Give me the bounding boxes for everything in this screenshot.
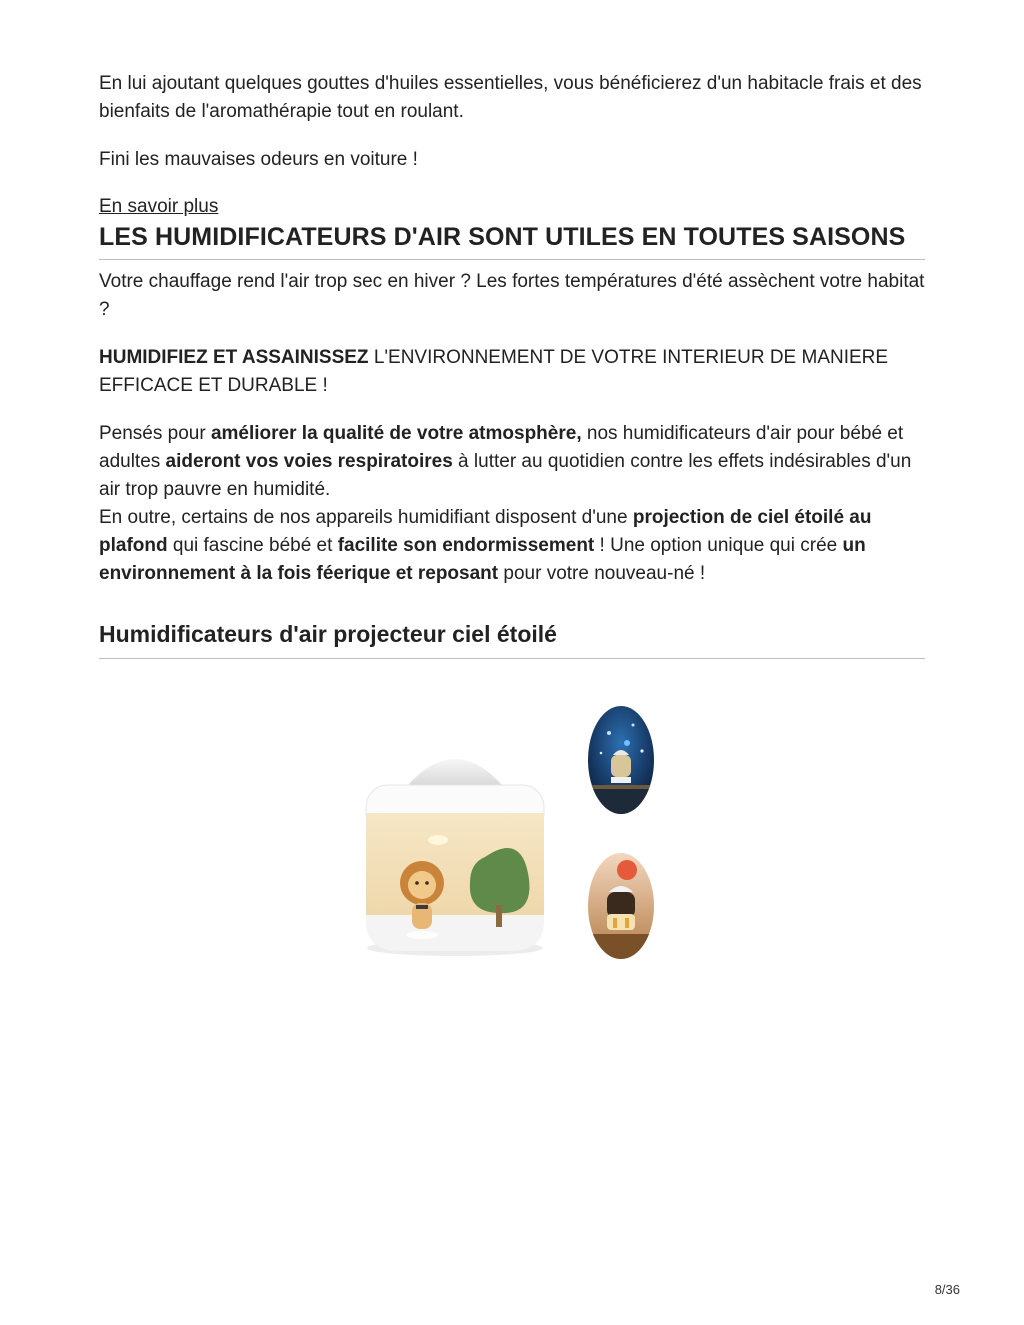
paragraph-humidify [99,344,925,400]
document-body [99,70,925,659]
paragraph-projection [99,504,925,588]
humidifier-main-image[interactable] [360,745,550,960]
bold-span: un environnement à la fois féerique et reposant [99,535,866,584]
paragraph-dry-air: Votre chauffage rend l'air trop sec en hiver ? Les fortes températures d'été assèchent votre habitat ? [99,271,925,320]
read-more-link[interactable]: En savoir plus [99,196,219,217]
bold-span: facilite son endormissement [337,535,595,556]
text-span: ! Une option unique qui crée [594,535,843,556]
text-span: En outre, certains de nos appareils humidifiant disposent d'une [99,507,633,528]
text-span: qui fascine bébé et [167,535,338,556]
text-span: Pensés pour [99,423,211,444]
text-environment: L'ENVIRONNEMENT DE VOTRE INTERIEUR DE MANIERE EFFICACE ET DURABLE ! [99,347,889,396]
text-span: nos humidificateurs d'air pour bébé et adultes [99,423,904,472]
bold-span: améliorer la qualité de votre atmosphère, [210,423,582,444]
humidifier-thumbnail-warm[interactable] [587,852,655,960]
bold-span: aideront vos voies respiratoires [165,451,453,472]
page-number: 8/36 [934,1282,960,1297]
read-more-wrap [99,194,925,220]
section-heading-seasons: LES HUMIDIFICATEURS D'AIR SONT UTILES EN TOUTES SAISONS [99,220,925,260]
text-span: pour votre nouveau-né ! [498,563,706,584]
section-heading-products: Humidificateurs d'air projecteur ciel étoilé [99,618,925,659]
paragraph-quality [99,420,925,504]
intro-paragraph-aromatherapy: En lui ajoutant quelques gouttes d'huiles essentielles, vous bénéficierez d'un habitacle frais et des bienfaits de l'aromathérapie tout en roulant. [99,73,922,122]
bold-humidify: HUMIDIFIEZ ET ASSAINISSEZ [99,347,369,368]
text-span: à lutter au quotidien contre les effets indésirables d'un air trop pauvre en humidité. [99,451,912,500]
bold-span: projection de ciel étoilé au plafond [99,507,872,556]
humidifier-thumbnail-starry[interactable] [587,705,655,815]
intro-paragraph-odors: Fini les mauvaises odeurs en voiture ! [99,149,418,170]
